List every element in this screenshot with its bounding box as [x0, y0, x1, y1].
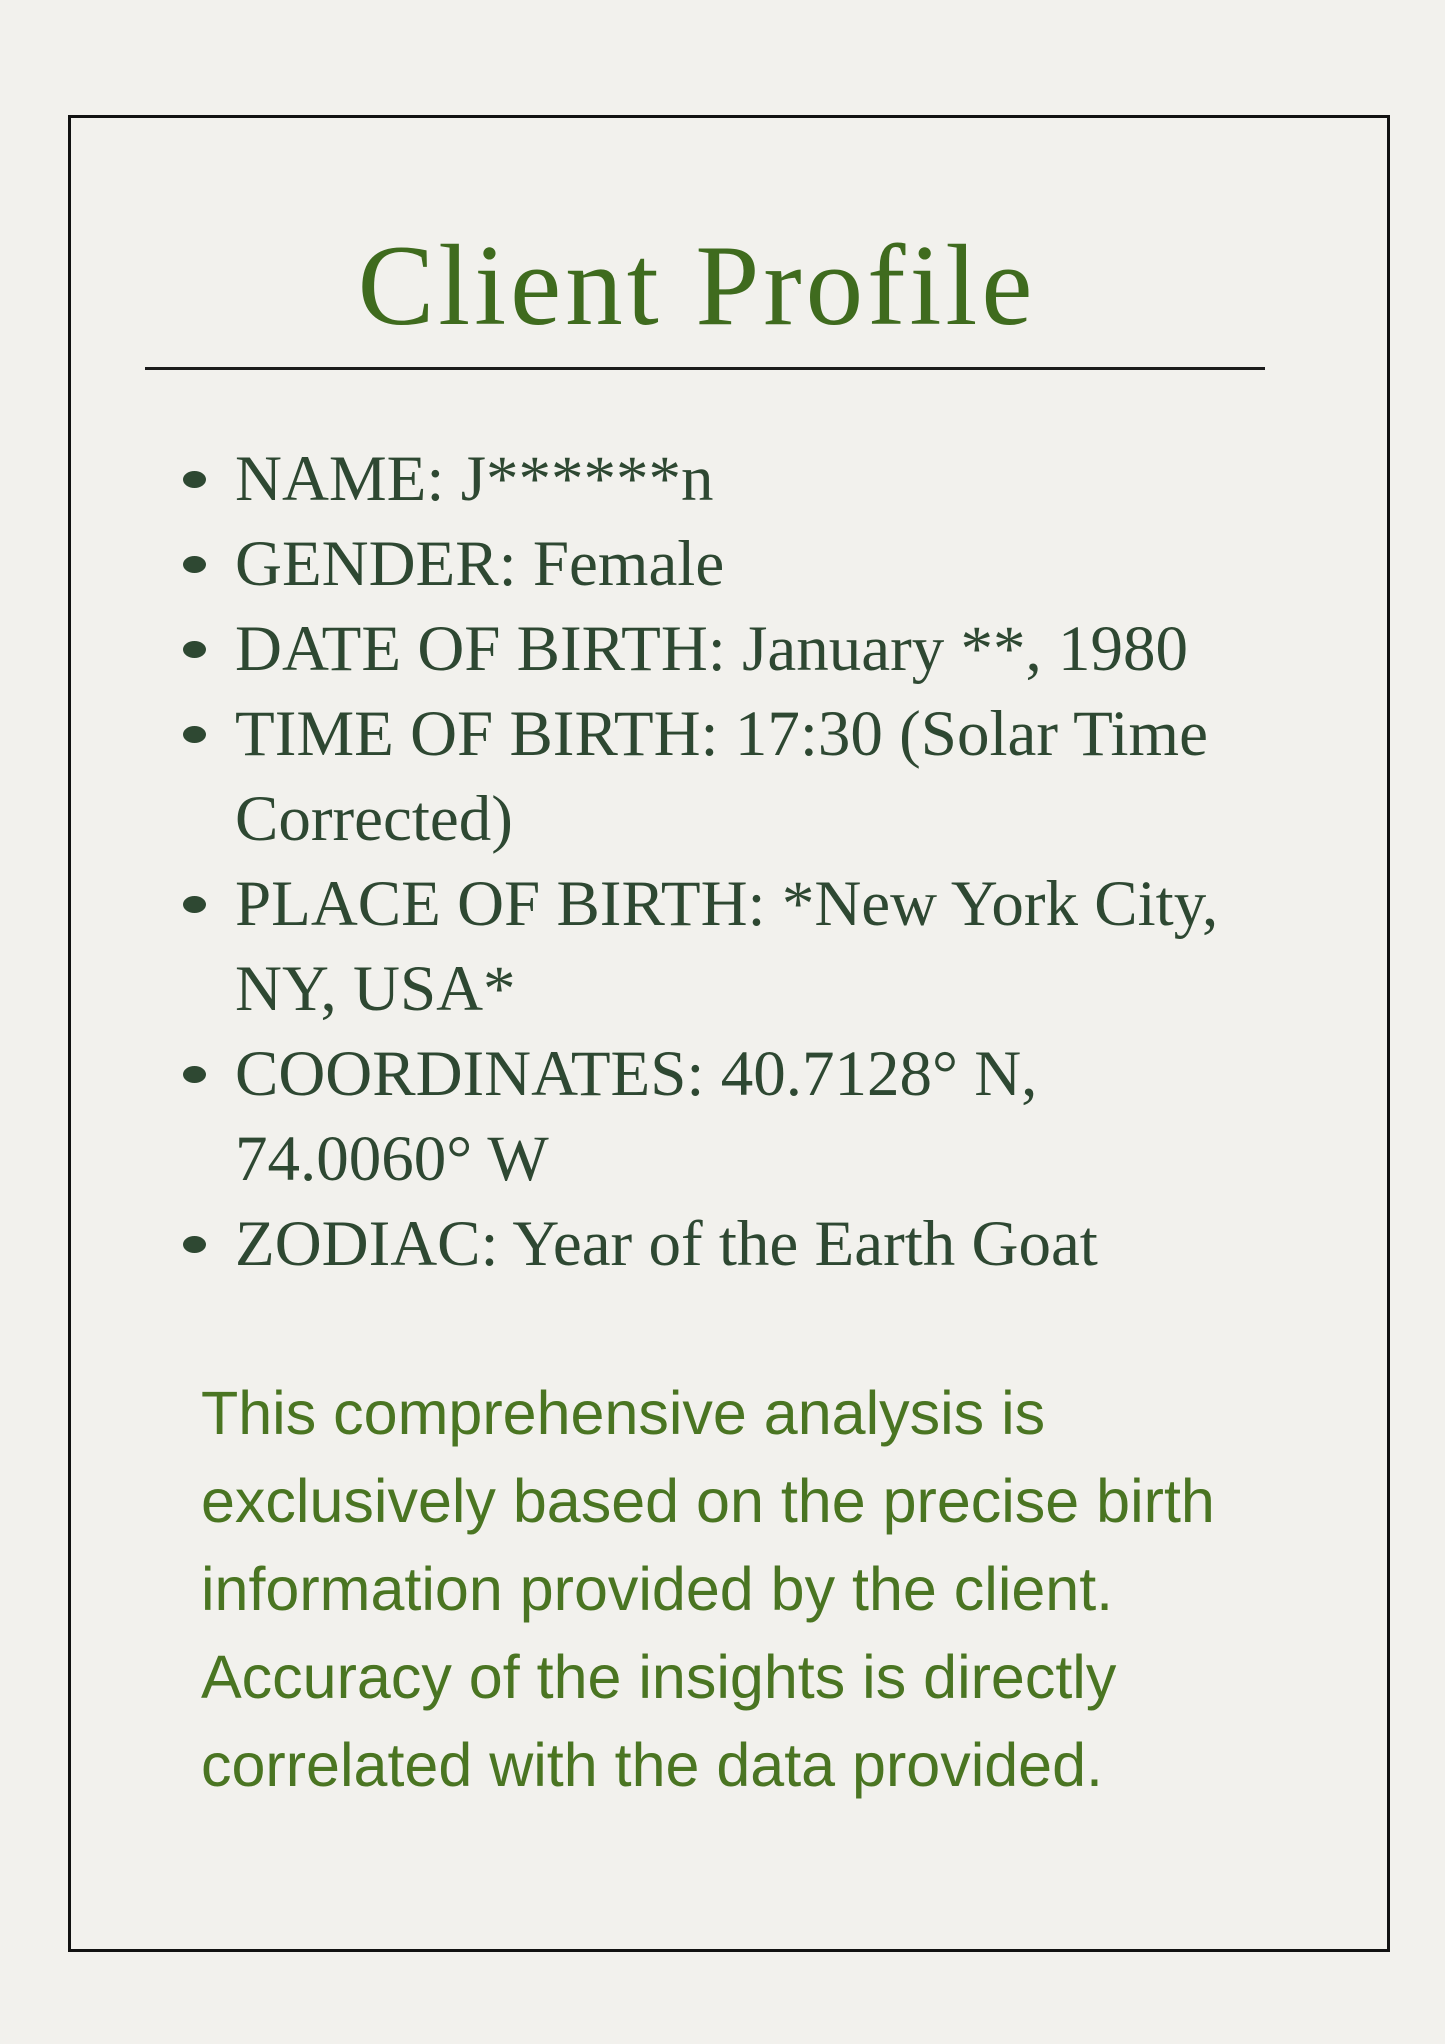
profile-item-time-of-birth: [235, 692, 1387, 862]
item-line: COORDINATES: 40.7128° N,: [235, 1038, 1038, 1110]
item-line: NY, USA*: [235, 953, 516, 1025]
profile-item-place-of-birth: [235, 862, 1387, 1032]
profile-item-name: [235, 437, 1387, 522]
profile-item-coordinates: [235, 1032, 1387, 1202]
item-line: DATE OF BIRTH: January **, 1980: [235, 613, 1188, 685]
profile-list: [71, 437, 1387, 1287]
disclaimer-text: [201, 1369, 1387, 1809]
disclaimer-line: correlated with the data provided.: [201, 1731, 1103, 1799]
item-line: TIME OF BIRTH: 17:30 (Solar Time: [235, 698, 1208, 770]
profile-item-date-of-birth: [235, 607, 1387, 692]
profile-item-gender: [235, 522, 1387, 607]
profile-item-zodiac: [235, 1202, 1387, 1287]
disclaimer-line: Accuracy of the insights is directly: [201, 1643, 1117, 1711]
disclaimer-line: information provided by the client.: [201, 1555, 1114, 1623]
item-line: GENDER: Female: [235, 528, 725, 600]
item-line: NAME: J******n: [235, 443, 714, 515]
disclaimer-line: This comprehensive analysis is: [201, 1379, 1046, 1447]
disclaimer-line: exclusively based on the precise birth: [201, 1467, 1215, 1535]
item-line: ZODIAC: Year of the Earth Goat: [235, 1208, 1098, 1280]
page-title: Client Profile: [357, 222, 1037, 349]
title-divider: [145, 367, 1265, 370]
item-line: Corrected): [235, 783, 513, 855]
item-line: 74.0060° W: [235, 1123, 549, 1195]
document-frame: [68, 115, 1390, 1952]
item-line: PLACE OF BIRTH: *New York City,: [235, 868, 1219, 940]
